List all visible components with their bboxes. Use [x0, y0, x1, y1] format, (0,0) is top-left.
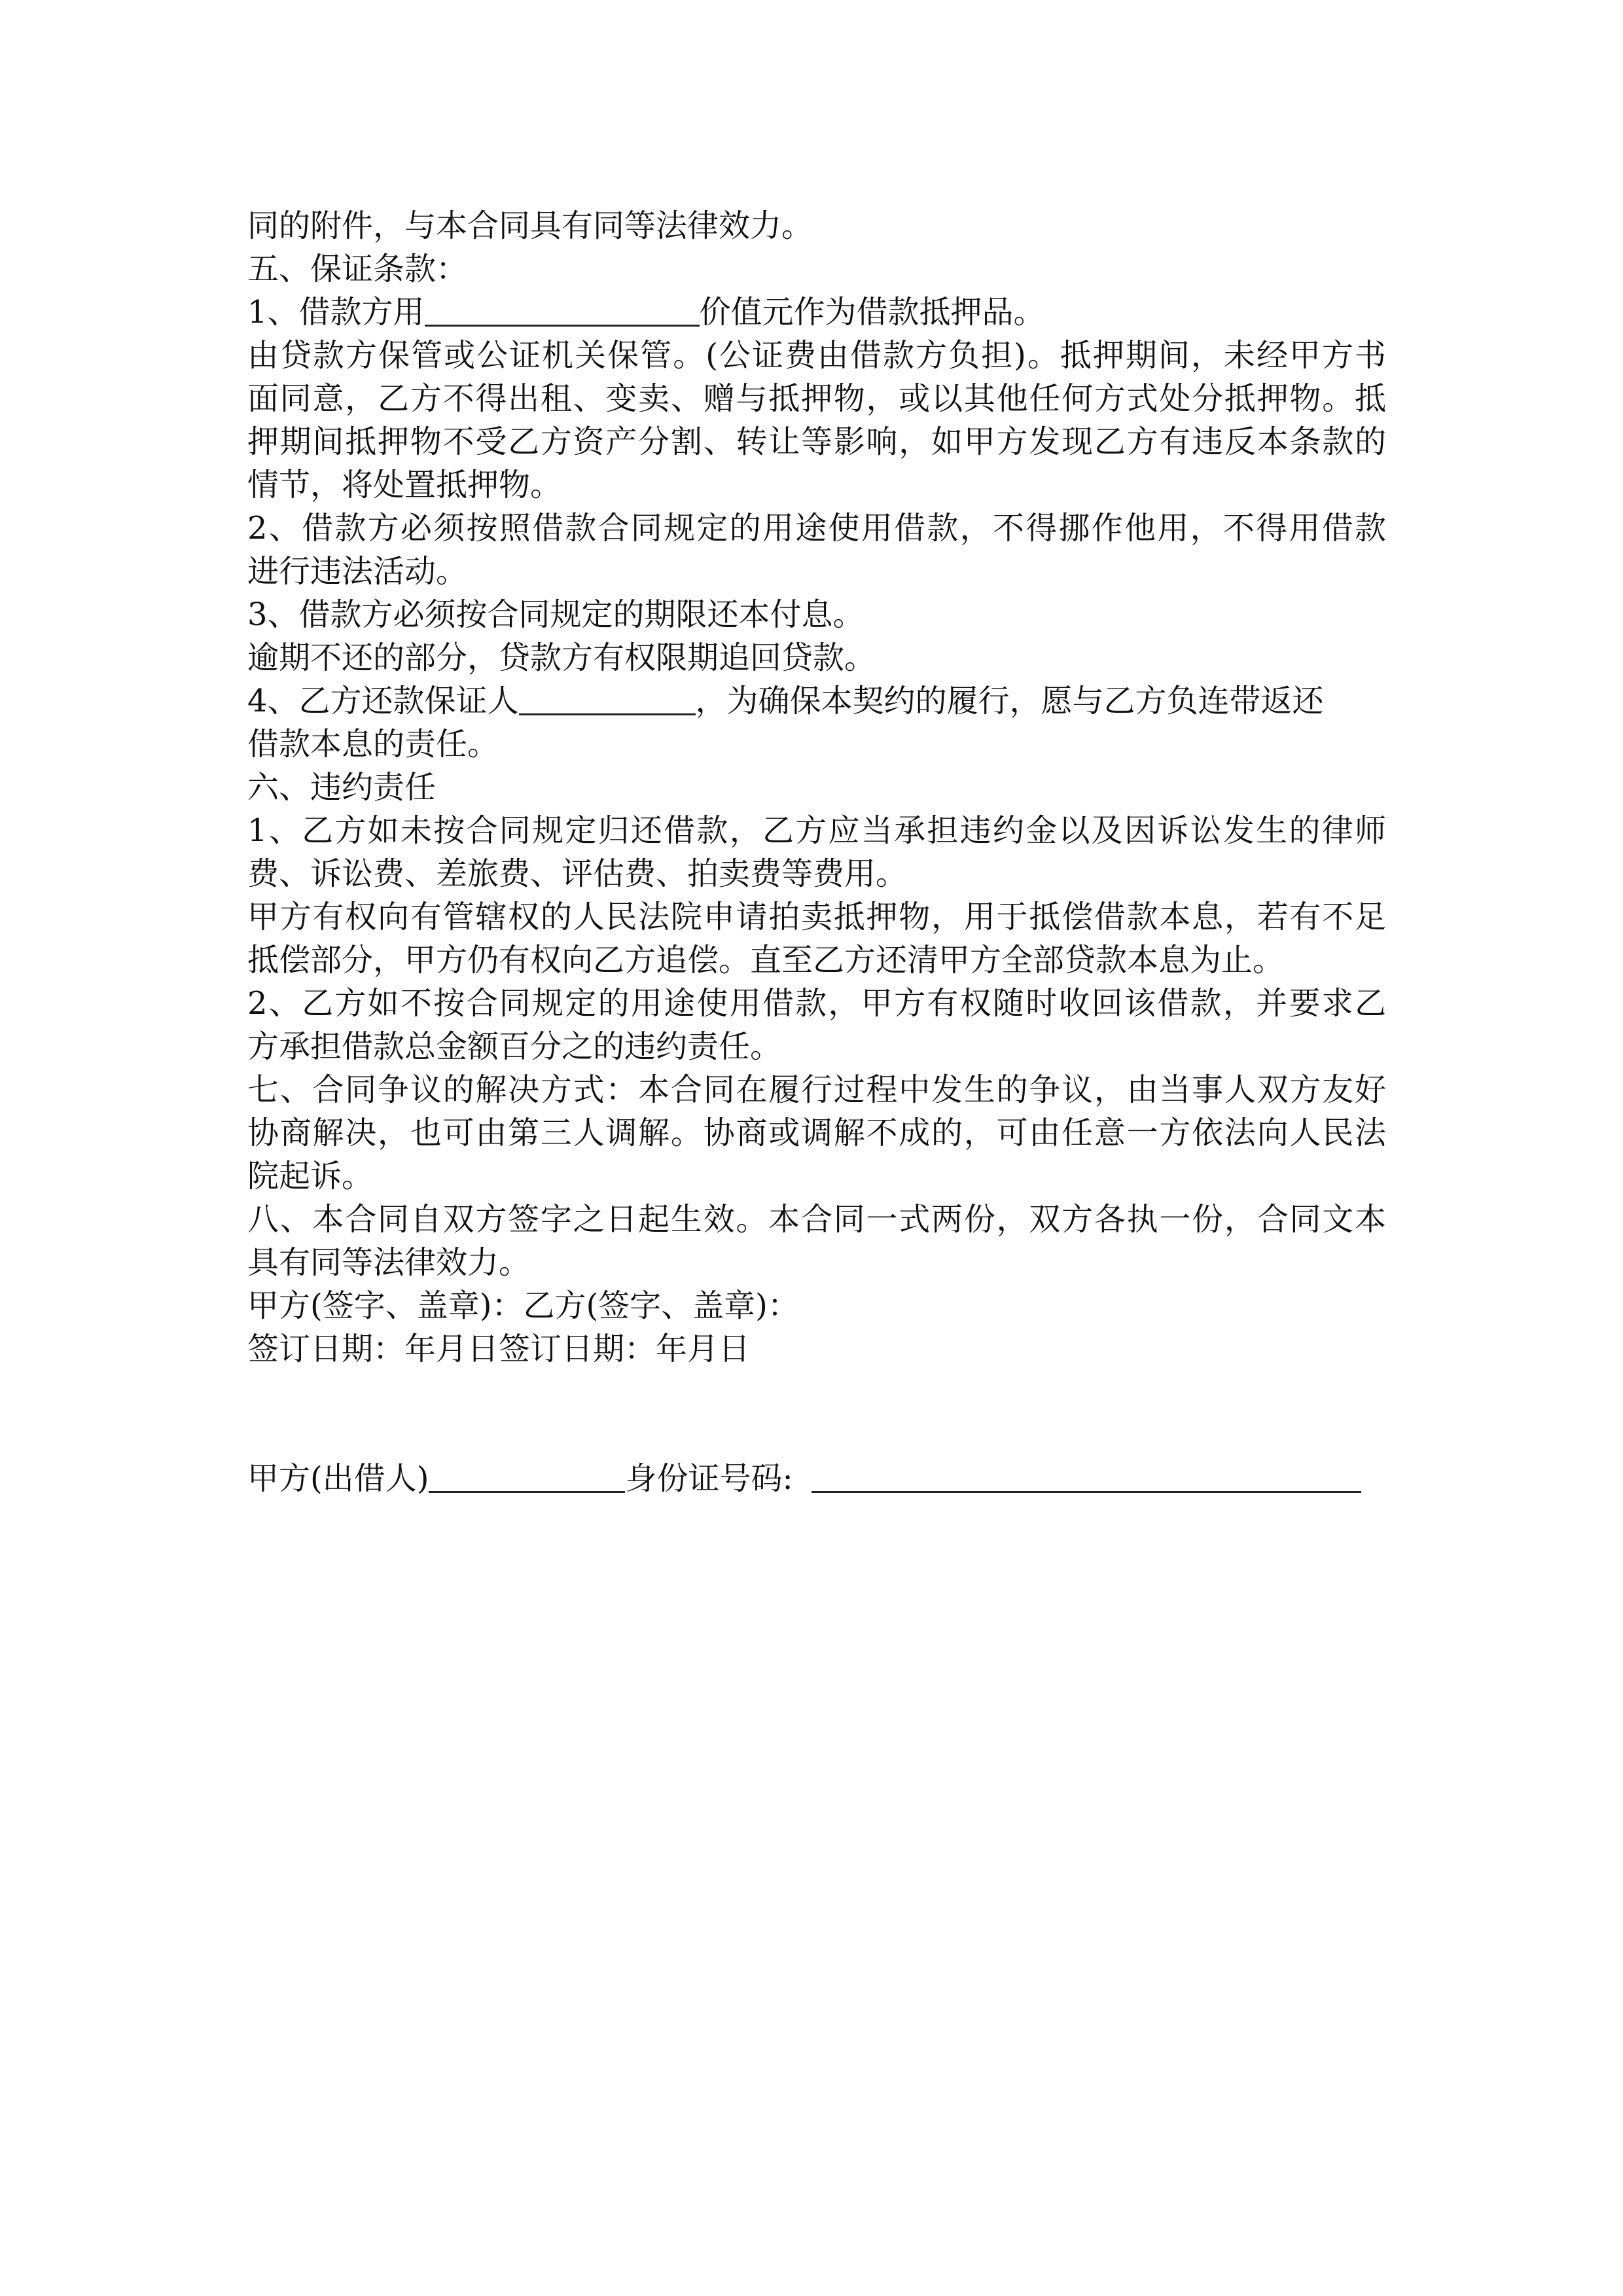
guarantor-blank[interactable] [519, 681, 696, 715]
section-effect: 八、本合同自双方签字之日起生效。本合同一式两份，双方各执一份，合同文本 [247, 1201, 1386, 1238]
text-line: 逾期不还的部分，贷款方有权限期追回贷款。 [247, 639, 876, 676]
text-line: 同的附件，与本合同具有同等法律效力。 [247, 207, 813, 244]
section-heading-guarantee: 五、保证条款： [247, 251, 468, 287]
text-line: 费、诉讼费、差旅费、评估费、拍卖费等费用。 [247, 855, 908, 892]
clause-text: ，为确保本契约的履行，愿与乙方负连带返还 [695, 683, 1324, 719]
lender-name-blank[interactable] [429, 1458, 625, 1493]
clause-text: 4、乙方还款保证人 [247, 683, 519, 719]
clause-5-3: 3、借款方必须按合同规定的期限还本付息。 [247, 596, 865, 633]
id-number-blank[interactable] [812, 1458, 1361, 1493]
id-number-label: 身份证号码: [625, 1460, 793, 1497]
signing-date-line: 签订日期：年月日签订日期：年月日 [247, 1331, 751, 1367]
text-line: 抵偿部分，甲方仍有权向乙方追偿。直至乙方还清甲方全部贷款本息为止。 [247, 942, 1285, 978]
clause-text: 1、借款方用 [247, 294, 425, 331]
contract-body [247, 204, 1386, 1500]
signature-line: 甲方(签字、盖章)：乙方(签字、盖章)： [247, 1287, 799, 1324]
text-line: 借款本息的责任。 [247, 726, 499, 762]
text-line: 方承担借款总金额百分之的违约责任。 [247, 1028, 782, 1065]
clause-5-4 [247, 679, 1386, 723]
section-heading-liability: 六、违约责任 [247, 769, 437, 806]
clause-text: 价值元作为借款抵押品。 [699, 294, 1045, 331]
clause-5-1 [247, 291, 1386, 334]
text-line: 甲方有权向有管辖权的人民法院申请拍卖抵押物，用于抵偿借款本息，若有不足 [247, 899, 1386, 935]
clause-6-2: 2、乙方如不按合同规定的用途使用借款，甲方有权随时收回该借款，并要求乙 [247, 985, 1386, 1022]
clause-5-2: 2、借款方必须按照借款合同规定的用途使用借款，不得挪作他用，不得用借款 [247, 510, 1386, 547]
text-line: 由贷款方保管或公证机关保管。(公证费由借款方负担)。抵押期间，未经甲方书 [247, 337, 1386, 374]
lender-id-line [247, 1457, 1386, 1500]
text-line: 情节，将处置抵押物。 [247, 467, 562, 503]
lender-label: 甲方(出借人) [247, 1460, 429, 1497]
text-line: 具有同等法律效力。 [247, 1244, 531, 1281]
section-dispute: 七、合同争议的解决方式：本合同在履行过程中发生的争议，由当事人双方友好 [247, 1071, 1386, 1108]
text-line: 面同意，乙方不得出租、变卖、赠与抵押物，或以其他任何方式处分抵押物。抵 [247, 380, 1386, 417]
clause-6-1: 1、乙方如未按合同规定归还借款，乙方应当承担违约金以及因诉讼发生的律师 [247, 812, 1386, 849]
text-line: 进行违法活动。 [247, 553, 468, 590]
text-line: 押期间抵押物不受乙方资产分割、转让等影响，如甲方发现乙方有违反本条款的 [247, 423, 1386, 460]
collateral-blank[interactable] [425, 292, 700, 327]
spacer [247, 1371, 1386, 1457]
text-line: 院起诉。 [247, 1158, 374, 1194]
text-line: 协商解决，也可由第三人调解。协商或调解不成的，可由任意一方依法向人民法 [247, 1115, 1386, 1151]
